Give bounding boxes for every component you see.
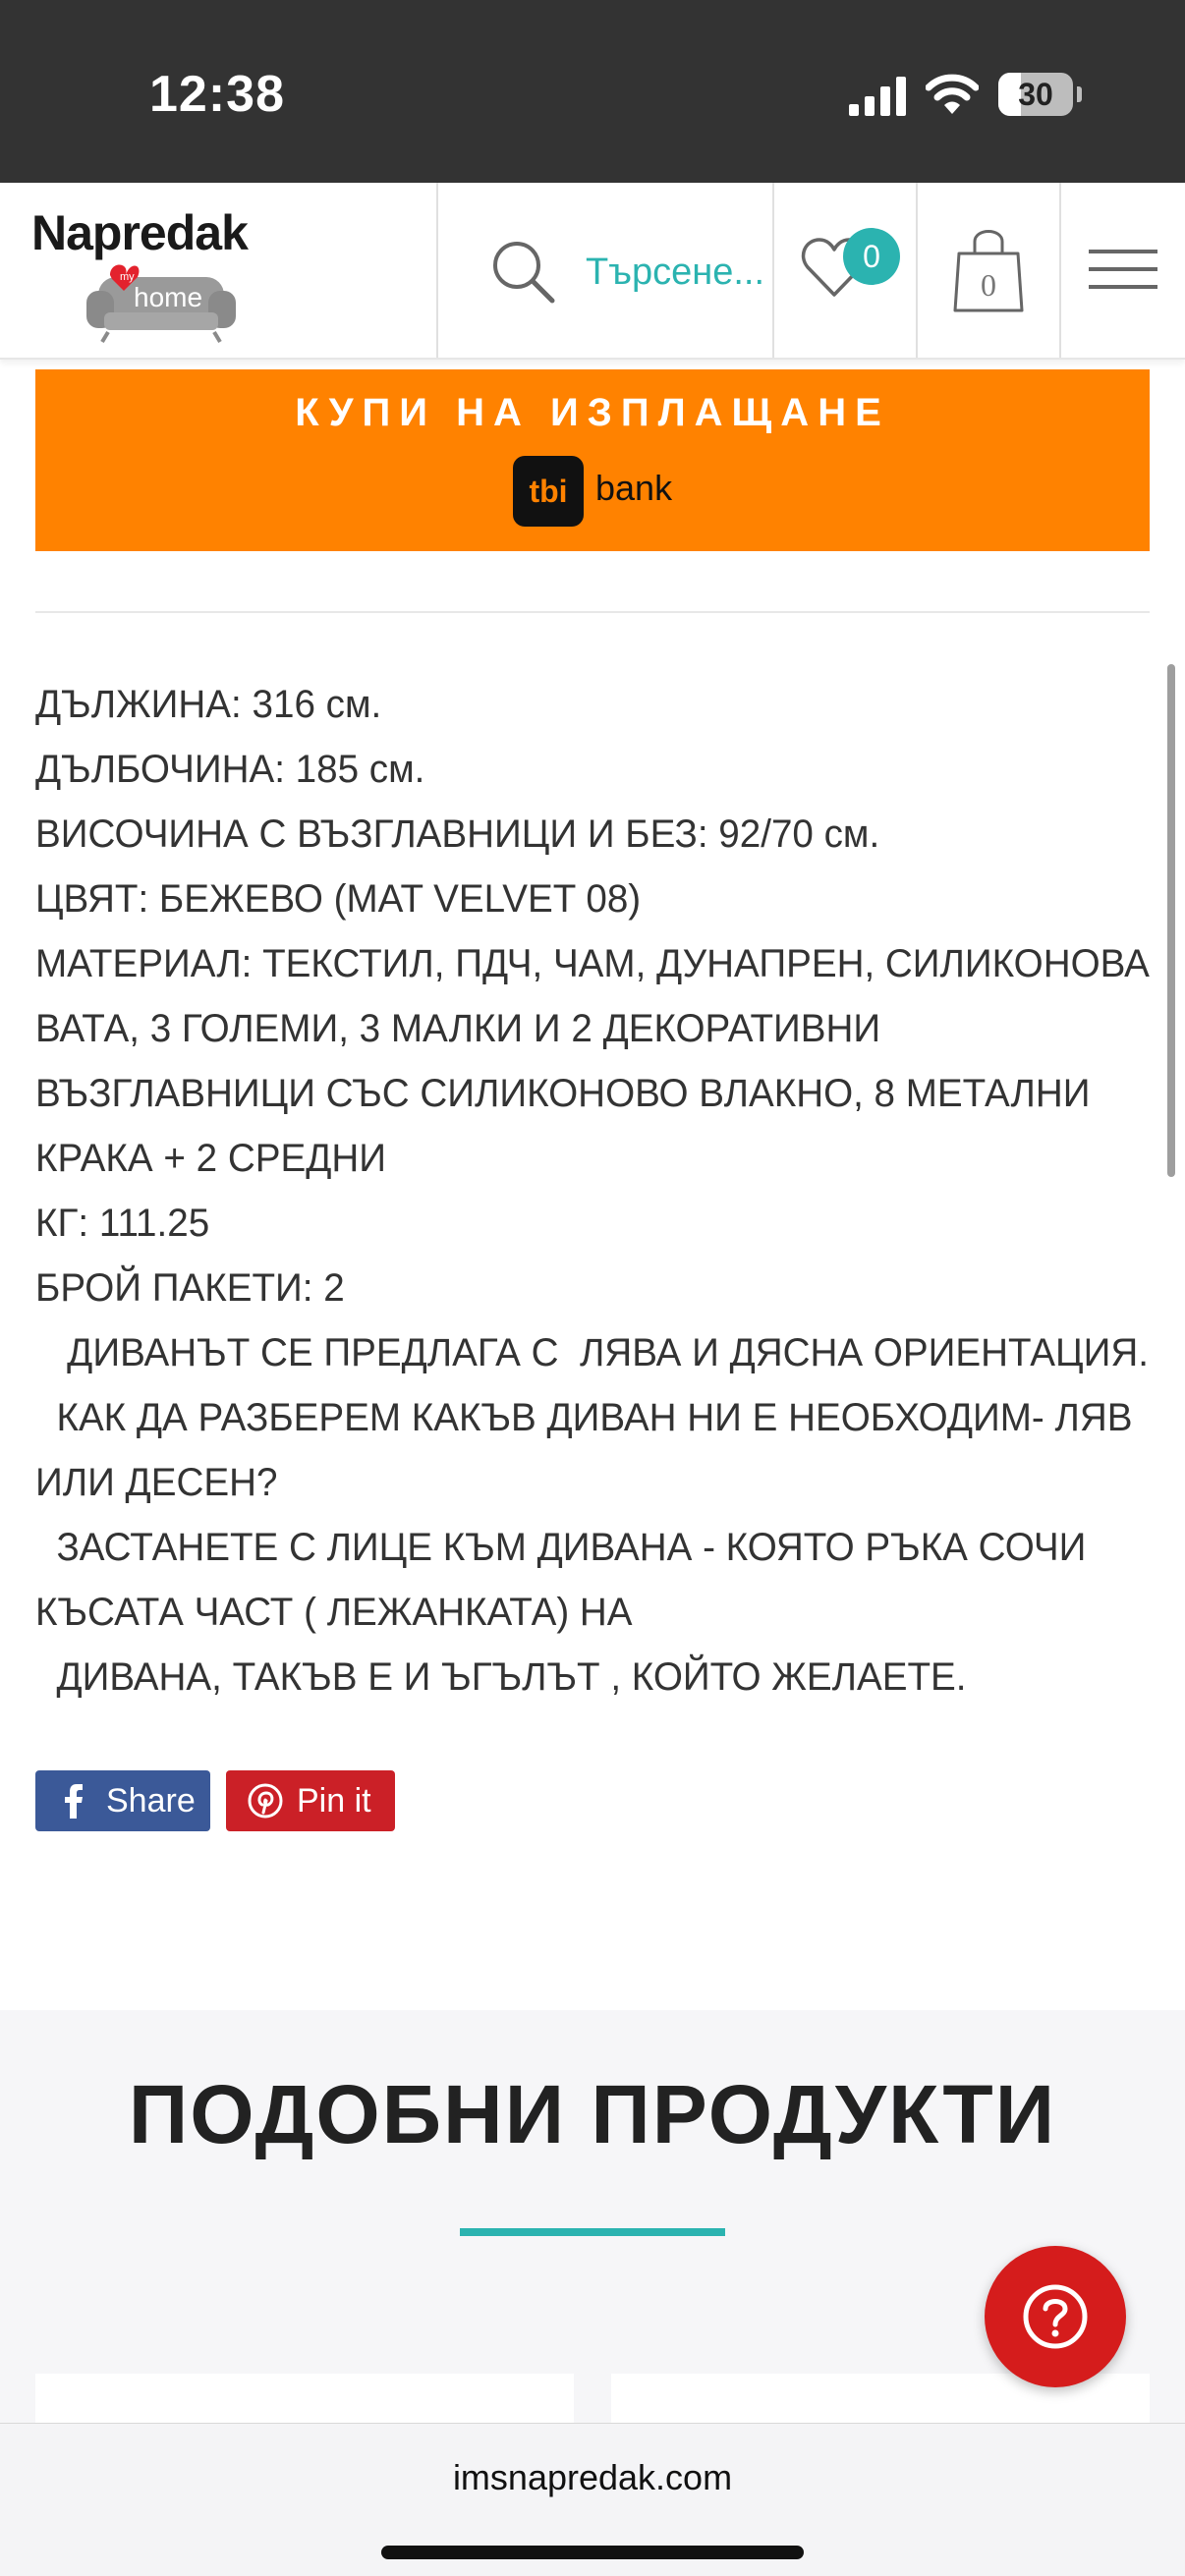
- description-line: КРАКА + 2 СРЕДНИ: [35, 1137, 386, 1180]
- cart-count: 0: [981, 267, 996, 303]
- description-line: ДЪЛЖИНА: 316 см.: [35, 683, 382, 726]
- url-text: imsnapredak.com: [452, 2457, 733, 2497]
- similar-products-title: ПОДОБНИ ПРОДУКТИ: [128, 2068, 1057, 2160]
- description-line: ИЛИ ДЕСЕН?: [35, 1461, 278, 1504]
- site-header: [0, 183, 1185, 360]
- description-line: ВАТА, 3 ГОЛЕМИ, 3 МАЛКИ И 2 ДЕКОРАТИВНИ: [35, 1007, 881, 1050]
- description-line: КЪСАТА ЧАСТ ( ЛЕЖАНКАТА) НА: [35, 1591, 633, 1634]
- wishlist-count-badge: 0: [843, 228, 900, 285]
- description-line: ДИВАНА, ТАКЪВ Е И ЪГЪЛЪТ , КОЙТО ЖЕЛАЕТЕ.: [35, 1655, 967, 1699]
- logo-my: my: [120, 271, 135, 283]
- description-line: ДИВАНЪТ СЕ ПРЕДЛАГА С ЛЯВА И ДЯСНА ОРИЕНТАЦИЯ.: [35, 1331, 1149, 1374]
- help-button[interactable]: [985, 2246, 1126, 2387]
- pinterest-icon: [248, 1783, 283, 1819]
- facebook-icon: [57, 1783, 92, 1819]
- facebook-share-button[interactable]: [35, 1770, 210, 1831]
- status-bar: [0, 0, 1185, 183]
- site-logo[interactable]: [28, 196, 293, 344]
- installment-title: КУПИ НА ИЗПЛАЩАНЕ: [295, 391, 890, 434]
- tbi-bank-label: bank: [595, 468, 673, 508]
- battery-indicator: [998, 73, 1081, 116]
- description-line: ВЪЗГЛАВНИЦИ СЪС СИЛИКОНОВО ВЛАКНО, 8 МЕТАЛНИ: [35, 1072, 1091, 1115]
- share-label: Share: [106, 1782, 196, 1820]
- cart-button[interactable]: [918, 183, 1059, 358]
- hamburger-menu-icon: [1089, 248, 1157, 291]
- description-line: ЗАСТАНЕТЕ С ЛИЦЕ КЪМ ДИВАНА - КОЯТО РЪКА СОЧИ: [35, 1526, 1087, 1569]
- divider: [35, 611, 1150, 613]
- search-placeholder: Търсене...: [586, 252, 765, 293]
- buy-on-installments-button[interactable]: [35, 369, 1150, 551]
- description-line: КГ: 111.25: [35, 1202, 210, 1245]
- description-line: МАТЕРИАЛ: ТЕКСТИЛ, ПДЧ, ЧАМ, ДУНАПРЕН, СИЛИКОНОВА: [35, 942, 1150, 985]
- tbi-logo: tbi: [513, 456, 584, 527]
- logo-home: home: [134, 282, 203, 312]
- menu-button[interactable]: [1061, 183, 1185, 358]
- pinterest-pin-button[interactable]: [226, 1770, 395, 1831]
- description-line: КАК ДА РАЗБЕРЕМ КАКЪВ ДИВАН НИ Е НЕОБХОДИМ- ЛЯВ: [35, 1396, 1133, 1439]
- description-line: ЦВЯТ: БЕЖЕВО (MAT VELVET 08): [35, 877, 642, 921]
- product-card[interactable]: [35, 2374, 574, 2423]
- description-line: БРОЙ ПАКЕТИ: 2: [35, 1266, 345, 1310]
- scrollbar[interactable]: [1167, 664, 1175, 1177]
- cellular-signal-icon: [849, 77, 908, 116]
- status-time: 12:38: [149, 66, 285, 123]
- description-line: ДЪЛБОЧИНА: 185 см.: [35, 748, 425, 791]
- wishlist-button[interactable]: [774, 183, 916, 358]
- title-underline: [460, 2228, 725, 2236]
- description-line: ВИСОЧИНА С ВЪЗГЛАВНИЦИ И БЕЗ: 92/70 см.: [35, 812, 880, 856]
- product-description: [35, 672, 1150, 1709]
- search-input[interactable]: [440, 183, 772, 358]
- home-indicator: [381, 2546, 804, 2559]
- search-icon: [489, 238, 558, 307]
- battery-level: 30: [1018, 77, 1053, 112]
- logo-text: Napredak: [31, 205, 248, 260]
- sofa-logo-icon: [83, 259, 240, 344]
- question-mark-icon: [1020, 2281, 1091, 2352]
- pin-it-label: Pin it: [297, 1782, 371, 1820]
- browser-address-bar[interactable]: [0, 2423, 1185, 2576]
- wifi-icon: [926, 73, 979, 116]
